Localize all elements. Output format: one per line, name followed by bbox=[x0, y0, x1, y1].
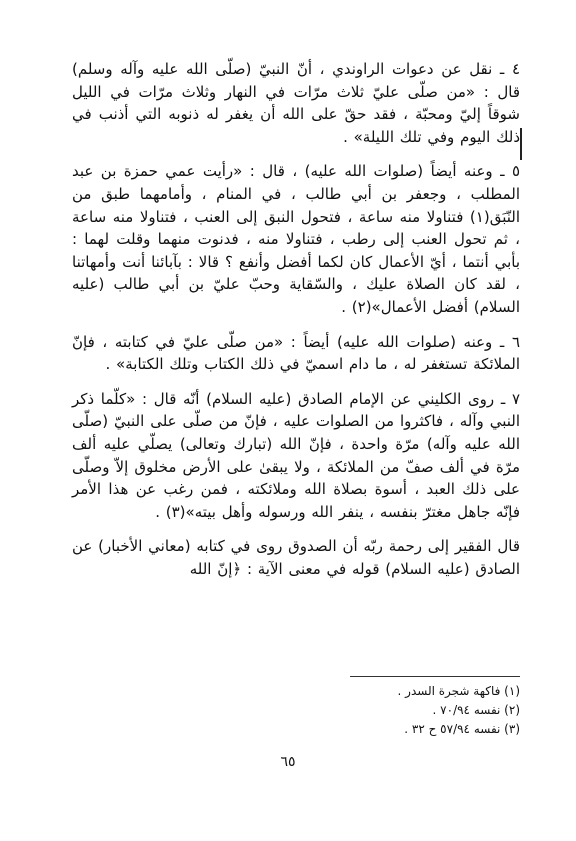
paragraph-hadith-7: ٧ ـ روى الكليني عن الإمام الصادق (عليه السلام) أنّه قال : «كلّما ذكر النبي وآله ، فاكثروا من الصلوات عليه ، فإنّ من صلّى على النبيّ (صلّى الله عليه وآله) مرّة واحدة ، فإنّ الله (تبارك وتعالى) يصلّي عليه ألف مرّة في ألف صفّ من الملائكة ، ولا يبقىٰ على الأرض مخلوق إلاّ وصلّى على ذلك العبد ، أسوة بصلاة الله وملائكته ، فمن رغب عن هذا الأمر فإنّه جاهل مغترّ بنفسه ، ينفر الله ورسوله وأهل بيته»(٣) . bbox=[72, 389, 520, 521]
paragraph-hadith-6: ٦ ـ وعنه (صلوات الله عليه) أيضاً : «من صلّى عليّ في كتابته ، فإنّ الملائكة تستغفر له ، ما دام اسميّ في ذلك الكتاب وتلك الكتابة» . bbox=[72, 332, 520, 374]
paragraph-hadith-4: ٤ ـ نقل عن دعوات الراوندي ، أنّ النبيّ (صلّى الله عليه وآله وسلم) قال : «من صلّى عليّ ثلاث مرّات في النهار وثلاث مرّات في الليل شوقاً إليّ ومحبّة ، فقد حقّ على الله أن يغفر له ذنوبه التي أذنب في ذلك اليوم وفي تلك الليلة» . bbox=[72, 60, 520, 146]
footnote-separator bbox=[350, 676, 520, 677]
footnote-1: (١) فاكهة شجرة السدر . bbox=[397, 684, 520, 698]
main-text bbox=[72, 58, 520, 592]
paragraph-author-note: قال الفقير إلى رحمة ربّه أن الصدوق روى في كتابه (معاني الأخبار) عن الصادق (عليه السلام) قوله في معنى الآية : ﴿إنّ الله bbox=[72, 537, 520, 578]
page-number: ٦٥ bbox=[280, 754, 296, 770]
footnotes bbox=[280, 682, 520, 739]
footnote-3: (٣) نفسه ٥٧/٩٤ ح ٣٢ . bbox=[404, 722, 520, 736]
footnote-2: (٢) نفسه ٧٠/٩٤ . bbox=[432, 703, 520, 717]
margin-mark bbox=[520, 128, 522, 160]
paragraph-hadith-5: ٥ ـ وعنه أيضاً (صلوات الله عليه) ، قال : «رأيت عمي حمزة بن عبد المطلب ، وجعفر بن أبي طالب ، في المنام ، وأمامهما طبق من النّبَق(١) فتناولا منه ساعة ، فتحول النبق إلى العنب ، فتناولا منه ساعة ، ثم تحول العنب إلى رطب ، فتناولا منه ، فدنوت منهما وقلت لهما : بأبي أنتما ، أيّ الأعمال كان لكما أفضل وأنفع ؟ قالا : بآبائنا أنت وأمهاتنا ، لقد كان الصلاة عليك ، والسّقاية وحبّ عليّ بن أبي طالب (عليه السلام) أفضل الأعمال»(٢) . bbox=[72, 162, 520, 316]
